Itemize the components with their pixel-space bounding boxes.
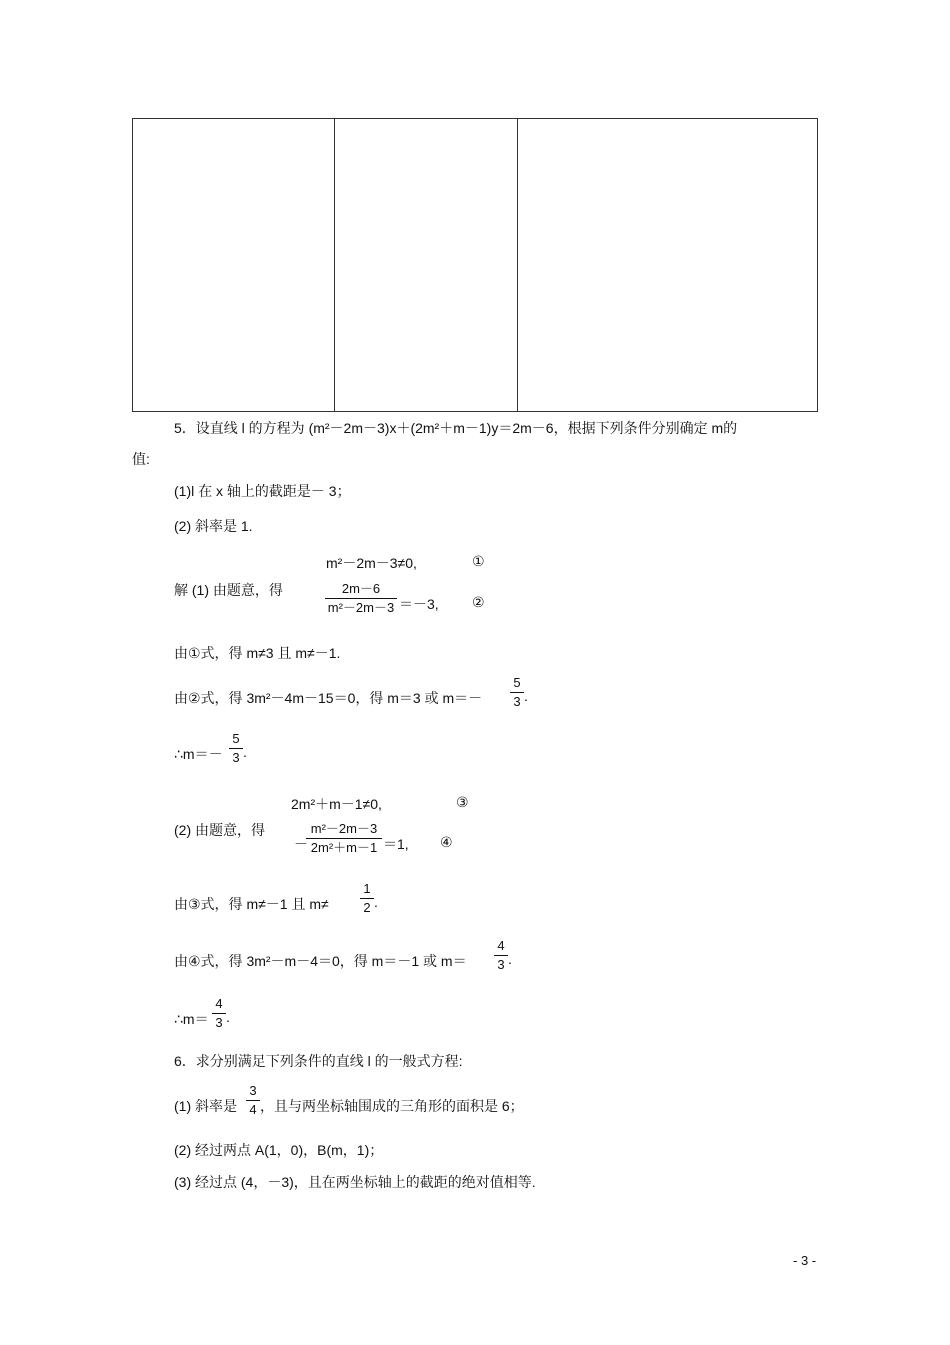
sol2-step2: 由④式，得 3m²－m－4＝0，得 m＝－1 或 m＝ xyxy=(174,953,467,969)
sol2-step1-frac xyxy=(360,881,374,916)
sol2-conclusion: ∴m＝ xyxy=(174,1011,209,1027)
q5-cond1: (1)l 在 x 轴上的截距是－ 3； xyxy=(174,483,351,499)
period: . xyxy=(508,951,512,967)
fraction-bar xyxy=(246,1100,260,1101)
q6-title: 6．求分别满足下列条件的直线 l 的一般式方程: xyxy=(174,1053,463,1069)
fraction-bar xyxy=(494,955,508,956)
table-cell-3 xyxy=(517,118,818,412)
period: . xyxy=(374,894,378,910)
frac-num: 5 xyxy=(232,731,240,746)
sol2-neg: － xyxy=(294,836,308,852)
q6-cond1-post: ，且与两坐标轴围成的三角形的面积是 6； xyxy=(260,1098,524,1114)
q5-line1: 5．设直线 l 的方程为 (m²－2m－3)x＋(2m²＋m－1)y＝2m－6，根据下列条件分别确定 m的 xyxy=(174,420,738,436)
sol2-eq-tail: ＝1, xyxy=(383,836,409,852)
sol2-lead: (2) 由题意，得 xyxy=(174,822,265,838)
frac-den: 2 xyxy=(363,900,371,915)
sol2-frac-den: 2m²＋m－1 xyxy=(310,840,378,855)
q5-line2: 值: xyxy=(132,451,150,467)
sol1-eq-tail: ＝－3, xyxy=(399,596,439,612)
frac-num: 3 xyxy=(249,1083,257,1098)
sol1-frac-den: m²－2m－3 xyxy=(327,600,395,615)
q6-cond3: (3) 经过点 (4，－3)，且在两坐标轴上的截距的绝对值相等. xyxy=(174,1174,536,1190)
sol2-system-a: 2m²＋m－1≠0, xyxy=(291,796,382,812)
frac-den: 3 xyxy=(232,750,240,765)
period: . xyxy=(243,744,247,760)
sol1-system-a: m²－2m－3≠0, xyxy=(326,555,417,571)
period: . xyxy=(226,1009,230,1025)
frac-num: 5 xyxy=(513,675,521,690)
sol1-fraction xyxy=(325,581,397,616)
sol1-mark-2: ② xyxy=(472,594,485,610)
frac-num: 4 xyxy=(215,996,223,1011)
sol1-step2-frac xyxy=(510,675,524,710)
page-number: - 3 - xyxy=(793,1253,817,1268)
q6-cond2: (2) 经过两点 A(1，0)，B(m，1)； xyxy=(174,1142,384,1158)
q6-cond1-frac xyxy=(246,1083,260,1118)
q5-cond2: (2) 斜率是 1. xyxy=(174,518,253,534)
fraction-bar xyxy=(325,598,397,599)
period: . xyxy=(524,688,528,704)
frac-num: 4 xyxy=(497,938,505,953)
sol2-step2-frac xyxy=(494,938,508,973)
sol2-mark-4: ④ xyxy=(440,834,453,850)
frac-den: 3 xyxy=(513,694,521,709)
fraction-bar xyxy=(212,1013,226,1014)
sol2-conc-frac xyxy=(212,996,226,1031)
sol1-step1: 由①式，得 m≠3 且 m≠－1. xyxy=(174,645,341,661)
fraction-bar xyxy=(510,692,524,693)
sol2-frac-num: m²－2m－3 xyxy=(310,821,378,836)
sol1-conclusion: ∴m＝－ xyxy=(174,746,223,762)
frac-den: 3 xyxy=(215,1015,223,1030)
sol1-lead: 解 (1) 由题意，得 xyxy=(174,582,283,598)
sol2-step1: 由③式，得 m≠－1 且 m≠ xyxy=(174,896,329,912)
sol1-frac-num: 2m－6 xyxy=(341,581,381,596)
sol2-fraction xyxy=(306,821,382,856)
fraction-bar xyxy=(229,748,243,749)
table-cell-2 xyxy=(334,118,518,412)
fraction-bar xyxy=(306,838,382,839)
sol1-conc-frac xyxy=(229,731,243,766)
frac-num: 1 xyxy=(363,881,371,896)
table-cell-1 xyxy=(132,118,335,412)
frac-den: 4 xyxy=(249,1102,257,1117)
sol2-mark-3: ③ xyxy=(456,794,469,810)
sol1-mark-1: ① xyxy=(472,553,485,569)
frac-den: 3 xyxy=(497,957,505,972)
fraction-bar xyxy=(360,898,374,899)
q6-cond1-pre: (1) 斜率是 xyxy=(174,1098,237,1114)
sol1-step2: 由②式，得 3m²－4m－15＝0，得 m＝3 或 m＝－ xyxy=(174,690,483,706)
